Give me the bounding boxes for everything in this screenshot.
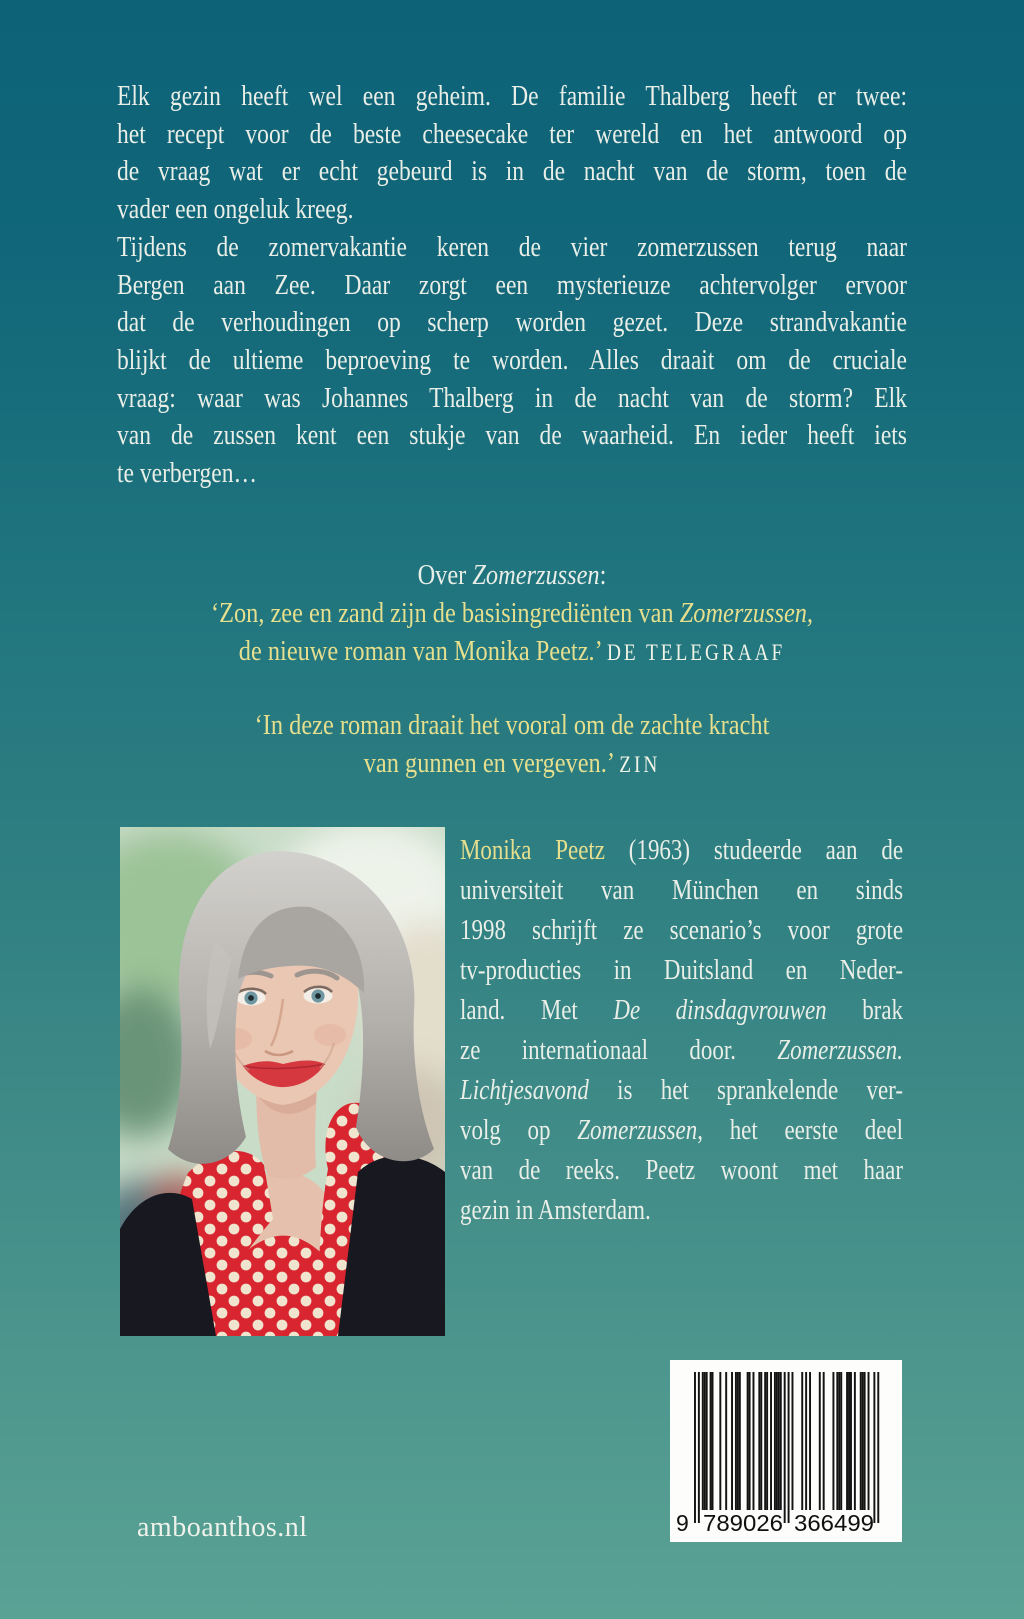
text-segment: brak	[826, 995, 904, 1026]
barcode-bar	[838, 1372, 840, 1510]
bio-line	[460, 1111, 903, 1151]
quote-line	[82, 594, 942, 632]
barcode-bar	[704, 1372, 706, 1510]
text-segment: Monika Peetz	[460, 835, 629, 866]
barcode-bar	[702, 1372, 704, 1510]
barcode-bar	[735, 1372, 737, 1510]
barcode-bar	[719, 1372, 721, 1510]
text-segment: van gunnen en vergeven.’	[363, 747, 620, 779]
barcode-bar	[737, 1372, 739, 1510]
barcode-bar	[868, 1372, 870, 1510]
bio-line	[460, 1071, 903, 1111]
barcode-bar	[846, 1372, 848, 1510]
barcode-bar	[873, 1372, 875, 1523]
text-segment: vader een ongeluk kreeg.	[117, 194, 354, 226]
text-segment: is het sprankelende ver-	[588, 1075, 904, 1106]
synopsis-line	[117, 455, 907, 493]
barcode-bar	[864, 1372, 866, 1510]
press-quotes	[82, 556, 942, 784]
barcode-bar	[854, 1372, 856, 1510]
text-segment: Zomerzussen.	[777, 1035, 904, 1066]
barcode-bar	[776, 1372, 778, 1510]
barcode-bar	[823, 1372, 825, 1510]
ean13-barcode-graphic	[670, 1360, 902, 1542]
bio-line	[460, 991, 903, 1031]
text-segment: (1963) studeerde aan de	[628, 835, 904, 866]
publisher-website: amboanthos.nl	[137, 1512, 308, 1543]
text-segment: Zomerzussen	[577, 1115, 698, 1146]
text-segment: De dinsdagvrouwen	[613, 995, 827, 1026]
bio-line	[460, 831, 903, 871]
bio-line	[460, 1151, 903, 1191]
barcode-bar	[809, 1372, 811, 1510]
barcode-bar	[848, 1372, 850, 1510]
quote-line	[82, 706, 942, 744]
bio-line	[460, 911, 903, 951]
barcode-digits: 9	[676, 1510, 689, 1536]
text-segment: universiteit van München en sinds	[460, 875, 904, 906]
quote-line	[82, 556, 942, 594]
author-bio	[460, 831, 903, 1231]
synopsis-line	[117, 229, 907, 267]
synopsis-line	[117, 116, 907, 154]
bio-line	[460, 871, 903, 911]
text-segment: volg op	[460, 1115, 578, 1146]
barcode-bar	[792, 1372, 794, 1510]
synopsis-line	[117, 267, 907, 305]
text-segment: vraag: waar was Johannes Thalberg in de nacht van de storm? Elk	[117, 382, 907, 414]
text-segment: 1998 schrijft ze scenario’s voor grote	[460, 915, 904, 946]
text-segment: van de zussen kent een stukje van de waarheid. En ieder heeft iets	[117, 420, 907, 452]
bio-line	[460, 951, 903, 991]
synopsis-line	[117, 342, 907, 380]
barcode-digits: 789026	[703, 1510, 783, 1536]
text-segment: , het eerste deel	[697, 1115, 904, 1146]
bio-line	[460, 1191, 903, 1231]
text-segment: dat de verhoudingen op scherp worden gezet. Deze strandvakantie	[117, 307, 907, 339]
synopsis-line	[117, 304, 907, 342]
barcode-bar	[753, 1372, 755, 1510]
synopsis-line	[117, 78, 907, 116]
barcode-bar	[836, 1372, 838, 1510]
barcode-bar	[850, 1372, 852, 1510]
barcode-bar	[840, 1372, 842, 1510]
synopsis-text	[117, 78, 907, 493]
text-segment: ze internationaal door.	[460, 1035, 778, 1066]
text-segment: land. Met	[460, 995, 614, 1026]
barcode-bar	[860, 1372, 862, 1510]
barcode-bar	[780, 1372, 782, 1510]
barcode-bar	[764, 1372, 766, 1510]
barcode-bar	[706, 1372, 708, 1510]
barcode-bar	[698, 1372, 700, 1523]
text-segment: Over	[417, 559, 473, 591]
quote-line	[82, 632, 942, 672]
text-segment: van de reeks. Peetz woont met haar	[460, 1155, 904, 1186]
barcode-bar	[778, 1372, 780, 1510]
text-segment: blijkt de ultieme beproeving te worden. Alles draait om de cruciale	[117, 344, 907, 376]
barcode-bar	[774, 1372, 776, 1510]
barcode-bar	[766, 1372, 768, 1510]
text-segment: DE TELEGRAAF	[606, 640, 786, 665]
text-segment: Lichtjesavond	[460, 1075, 589, 1106]
author-portrait-illustration	[120, 827, 445, 1336]
barcode-bar	[725, 1372, 727, 1510]
barcode-bar	[770, 1372, 772, 1510]
barcode-bar	[694, 1372, 696, 1523]
bio-line	[460, 1031, 903, 1071]
barcode-bar	[862, 1372, 864, 1510]
text-segment: Bergen aan Zee. Daar zorgt een mysterieuze achtervolger ervoor	[117, 269, 907, 301]
barcode-bar	[805, 1372, 807, 1510]
text-segment: de vraag wat er echt gebeurd is in de nacht van de storm, toen de	[117, 156, 907, 188]
barcode-bar	[710, 1372, 712, 1510]
text-segment: ‘In deze roman draait het vooral om de zachte kracht	[254, 709, 770, 741]
text-segment: Elk gezin heeft wel een geheim. De familie Thalberg heeft er twee:	[117, 81, 907, 112]
barcode-bar	[832, 1372, 834, 1510]
text-segment: ‘Zon, zee en zand zijn de basisingrediënten van	[210, 597, 680, 629]
text-segment: :	[599, 559, 607, 591]
text-segment: Zomerzussen,	[679, 597, 814, 629]
synopsis-line	[117, 191, 907, 229]
text-segment: ZIN	[619, 752, 661, 777]
barcode-bar	[760, 1372, 762, 1510]
text-segment: gezin in Amsterdam.	[460, 1195, 651, 1226]
barcode-bar	[747, 1372, 749, 1510]
barcode-bar	[758, 1372, 760, 1510]
text-segment: Tijdens de zomervakantie keren de vier zomerzussen terug naar	[117, 231, 907, 263]
barcode-bar	[788, 1372, 790, 1523]
synopsis-line	[117, 380, 907, 418]
barcode-bar	[801, 1372, 803, 1510]
barcode-bar	[739, 1372, 741, 1510]
synopsis-line	[117, 153, 907, 191]
barcode-bar	[712, 1372, 714, 1510]
isbn-barcode	[670, 1360, 902, 1542]
barcode-digits: 366499	[794, 1510, 874, 1536]
quote-line	[82, 744, 942, 784]
text-segment: het recept voor de beste cheesecake ter wereld en het antwoord op	[117, 118, 907, 150]
barcode-bar	[784, 1372, 786, 1523]
text-segment: te verbergen…	[117, 458, 258, 490]
author-photo	[120, 827, 445, 1336]
text-segment: tv-producties in Duitsland en Neder-	[460, 955, 904, 986]
text-segment: de nieuwe roman van Monika Peetz.’	[238, 635, 607, 667]
synopsis-line	[117, 417, 907, 455]
barcode-bar	[877, 1372, 879, 1523]
barcode-bar	[819, 1372, 821, 1510]
barcode-bar	[731, 1372, 733, 1510]
barcode-bar	[749, 1372, 751, 1510]
text-segment: Zomerzussen	[472, 559, 600, 591]
